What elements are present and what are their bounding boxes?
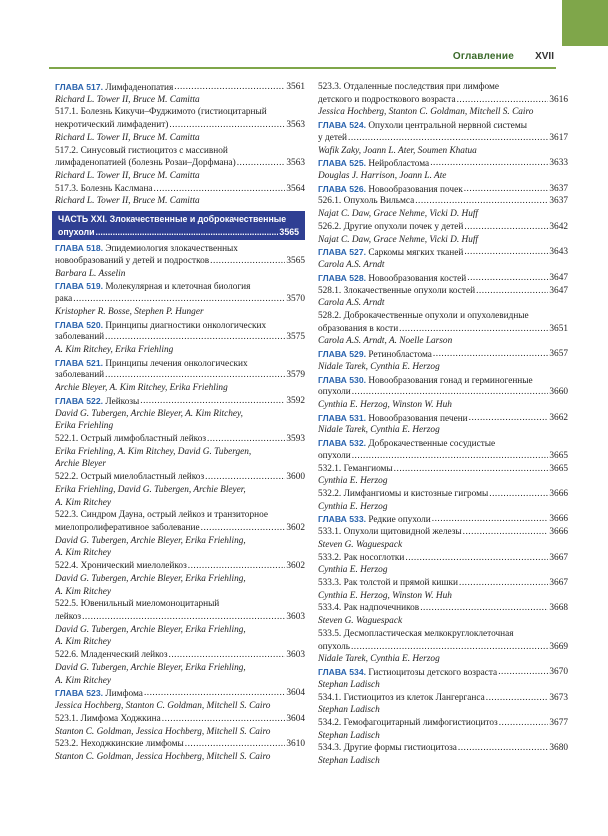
page-number: 3565 bbox=[279, 226, 299, 237]
author-line: Erika Friehling, A. Kim Ritchey, David G. Tubergen, bbox=[55, 446, 252, 457]
author-line: Carola A.S. Arndt bbox=[318, 260, 385, 271]
dot-leader bbox=[82, 611, 285, 624]
page-number: 3647 bbox=[549, 272, 568, 283]
entry-title: ГЛАВА 525. Нейробластома bbox=[318, 158, 430, 170]
section-entry[interactable] bbox=[55, 611, 305, 624]
dot-leader bbox=[399, 323, 548, 336]
entry-title-line[interactable]: 528.2. Доброкачественные опухоли и опухолевидные bbox=[318, 310, 529, 321]
page-number: 3564 bbox=[286, 183, 305, 194]
part-heading[interactable] bbox=[52, 211, 305, 240]
dot-leader bbox=[352, 386, 549, 399]
entry-title: опухоли bbox=[318, 450, 351, 461]
section-entry[interactable] bbox=[55, 433, 305, 446]
toc-column-right bbox=[318, 81, 568, 768]
page-number: 3670 bbox=[549, 667, 568, 678]
section-entry[interactable] bbox=[55, 522, 305, 535]
entry-title: заболеваний bbox=[55, 370, 105, 381]
author-line: Stephan Ladisch bbox=[318, 756, 380, 767]
dot-leader bbox=[348, 132, 548, 145]
page-number: 3669 bbox=[549, 641, 568, 652]
author-line: A. Kim Ritchey bbox=[55, 637, 112, 648]
page-number: 3666 bbox=[549, 527, 568, 538]
chapter-tab-marker bbox=[562, 0, 608, 46]
dot-leader bbox=[237, 157, 286, 170]
entry-title: 533.4. Рак надпочечников bbox=[318, 603, 420, 614]
entry-title: ГЛАВА 527. Саркомы мягких тканей bbox=[318, 247, 464, 259]
section-entry[interactable] bbox=[55, 331, 305, 344]
chapter-entry[interactable] bbox=[55, 81, 305, 94]
page-number: 3677 bbox=[549, 717, 568, 728]
chapter-entry[interactable] bbox=[55, 242, 305, 255]
author-line: Richard L. Tower II, Bruce M. Camitta bbox=[55, 196, 200, 207]
page-number: 3637 bbox=[549, 196, 568, 207]
page-number: 3665 bbox=[549, 450, 568, 461]
author-line: Nidale Tarek, Cynthia E. Herzog bbox=[318, 654, 440, 665]
section-entry[interactable] bbox=[55, 255, 305, 268]
entry-title: 523.1. Лимфома Ходжкина bbox=[55, 713, 161, 724]
page-number: 3668 bbox=[549, 603, 568, 614]
author-line: A. Kim Ritchey bbox=[55, 497, 112, 508]
section-entry[interactable] bbox=[318, 450, 568, 463]
dot-leader bbox=[469, 412, 549, 425]
dot-leader bbox=[205, 471, 285, 484]
dot-leader bbox=[188, 560, 286, 573]
author-line: David G. Tubergen, Archie Bleyer, Erika Friehling, bbox=[55, 535, 246, 546]
chapter-label: ГЛАВА 531. bbox=[318, 412, 366, 423]
page-number: 3616 bbox=[549, 94, 568, 105]
entry-title: лейкоз bbox=[55, 612, 82, 623]
author-line: Nidale Tarek, Cynthia E. Herzog bbox=[318, 425, 440, 436]
author-line: Stephan Ladisch bbox=[318, 705, 380, 716]
chapter-entry[interactable] bbox=[55, 280, 305, 293]
author-line: Cynthia E. Herzog, Winston W. Huh bbox=[318, 590, 452, 601]
chapter-entry[interactable] bbox=[318, 374, 568, 387]
entry-title: ГЛАВА 520. Принципы диагностики онкологических bbox=[55, 319, 267, 331]
section-entry[interactable] bbox=[55, 738, 305, 751]
dot-leader bbox=[458, 742, 549, 755]
entry-title: детского и подросткового возраста bbox=[318, 94, 456, 105]
dot-leader bbox=[154, 183, 286, 196]
page-number: 3602 bbox=[286, 561, 305, 572]
entry-title: опухоль bbox=[318, 641, 350, 652]
chapter-label: ГЛАВА 522. bbox=[55, 395, 103, 406]
page-number: 3660 bbox=[549, 387, 568, 398]
section-entry[interactable] bbox=[318, 742, 568, 755]
section-entry[interactable] bbox=[55, 369, 305, 382]
page-number: 3603 bbox=[286, 612, 305, 623]
author-line: Stanton C. Goldman, Jessica Hochberg, Mitchell S. Cairo bbox=[55, 751, 271, 762]
author-line: Stephan Ladisch bbox=[318, 679, 380, 690]
chapter-label: ГЛАВА 532. bbox=[318, 438, 366, 449]
chapter-label: ГЛАВА 527. bbox=[318, 247, 366, 258]
chapter-entry[interactable] bbox=[318, 412, 568, 425]
entry-title: ГЛАВА 521. Принципы лечения онкологических bbox=[55, 357, 248, 369]
chapter-entry[interactable] bbox=[318, 348, 568, 361]
section-entry[interactable] bbox=[55, 713, 305, 726]
entry-title: ГЛАВА 529. Ретинобластома bbox=[318, 349, 432, 361]
chapter-label: ГЛАВА 517. bbox=[55, 82, 103, 92]
chapter-label: ГЛАВА 528. bbox=[318, 272, 366, 283]
section-entry[interactable] bbox=[55, 183, 305, 196]
dot-leader bbox=[464, 183, 549, 196]
page-number: 3563 bbox=[286, 158, 305, 169]
section-entry[interactable] bbox=[318, 221, 568, 234]
chapter-entry[interactable] bbox=[55, 395, 305, 408]
dot-leader bbox=[476, 285, 548, 298]
dot-leader bbox=[210, 255, 285, 268]
dot-leader bbox=[394, 463, 549, 476]
dot-leader bbox=[351, 641, 548, 654]
chapter-entry[interactable] bbox=[318, 246, 568, 259]
author-line: Steven G. Waguespack bbox=[318, 539, 403, 550]
section-entry[interactable] bbox=[318, 463, 568, 476]
dot-leader bbox=[457, 94, 549, 107]
page-number: 3667 bbox=[549, 578, 568, 589]
dot-leader bbox=[105, 331, 285, 344]
chapter-entry[interactable] bbox=[318, 513, 568, 526]
section-entry[interactable] bbox=[318, 94, 568, 107]
entry-title: 526.2. Другие опухоли почек у детей bbox=[318, 221, 464, 232]
section-entry[interactable] bbox=[318, 577, 568, 590]
page-number: 3592 bbox=[286, 395, 305, 406]
author-line: Steven G. Waguespack bbox=[318, 616, 403, 627]
author-line: Jessica Hochberg, Stanton C. Goldman, Mitchell S. Cairo bbox=[55, 701, 271, 712]
dot-leader bbox=[207, 433, 285, 446]
entry-title: 533.3. Рак толстой и прямой кишки bbox=[318, 578, 458, 589]
author-line: Stanton C. Goldman, Jessica Hochberg, Mitchell S. Cairo bbox=[55, 726, 271, 737]
entry-title: заболеваний bbox=[55, 332, 105, 343]
dot-leader bbox=[432, 513, 549, 526]
author-line: David G. Tubergen, Archie Bleyer, Erika Friehling, bbox=[55, 624, 246, 635]
author-line: Douglas J. Harrison, Joann L. Ate bbox=[318, 171, 447, 182]
header-rule bbox=[49, 67, 556, 69]
author-line: Cynthia E. Herzog bbox=[318, 565, 388, 576]
author-line: Wafik Zaky, Joann L. Ater, Soumen Khatua bbox=[318, 145, 477, 156]
dot-leader bbox=[185, 738, 286, 751]
author-line: David G. Tubergen, Archie Bleyer, Erika Friehling, bbox=[55, 573, 246, 584]
chapter-label: ГЛАВА 530. bbox=[318, 374, 366, 385]
entry-title: 526.1. Опухоль Вильмса bbox=[318, 196, 415, 207]
author-line: Richard L. Tower II, Bruce M. Camitta bbox=[55, 94, 200, 105]
entry-title: 534.3. Другие формы гистиоцитоза bbox=[318, 743, 457, 754]
author-line: A. Kim Ritchey bbox=[55, 548, 112, 559]
entry-title: миелопролиферативное заболевание bbox=[55, 523, 200, 533]
author-line: A. Kim Ritchey bbox=[55, 586, 112, 597]
entry-title: 522.2. Острый миелобластный лейкоз bbox=[55, 472, 205, 483]
page-number: 3662 bbox=[549, 412, 568, 423]
author-line: Richard L. Tower II, Bruce M. Camitta bbox=[55, 171, 200, 182]
page-header bbox=[49, 51, 554, 65]
chapter-label: ГЛАВА 520. bbox=[55, 319, 103, 330]
dot-leader bbox=[162, 713, 286, 726]
entry-title-line[interactable]: 517.2. Синусовый гистиоцитоз с массивной bbox=[55, 145, 228, 156]
section-entry[interactable] bbox=[55, 649, 305, 662]
author-line: Najat C. Daw, Grace Nehme, Vicki D. Huff bbox=[318, 234, 479, 245]
author-line: David G. Tubergen, Archie Bleyer, A. Kim Ritchey, bbox=[55, 408, 243, 419]
author-line: Richard L. Tower II, Bruce M. Camitta bbox=[55, 132, 200, 143]
entry-title: некротический лимфаденит) bbox=[55, 120, 169, 131]
entry-title: опухоли bbox=[318, 387, 351, 398]
dot-leader bbox=[169, 649, 286, 662]
entry-title: 533.1. Опухоли щитовидной железы bbox=[318, 527, 462, 538]
dot-leader bbox=[433, 348, 548, 361]
author-line: A. Kim Ritchey bbox=[55, 675, 112, 686]
section-entry[interactable] bbox=[318, 132, 568, 145]
part-title-line bbox=[58, 226, 299, 239]
chapter-label: ГЛАВА 526. bbox=[318, 183, 366, 194]
entry-title: ГЛАВА 524. Опухоли центральной нервной системы bbox=[318, 120, 527, 132]
entry-title: ГЛАВА 519. Молекулярная и клеточная биология bbox=[55, 281, 251, 293]
author-line: Kristopher R. Bosse, Stephen P. Hunger bbox=[55, 306, 204, 317]
chapter-entry[interactable] bbox=[318, 183, 568, 196]
chapter-entry[interactable] bbox=[55, 319, 305, 332]
page-number: 3593 bbox=[286, 433, 305, 444]
chapter-entry[interactable] bbox=[318, 437, 568, 450]
chapter-label: ГЛАВА 534. bbox=[318, 667, 366, 678]
dot-leader bbox=[498, 666, 548, 679]
dot-leader bbox=[201, 522, 286, 535]
page-number: 3565 bbox=[286, 255, 305, 266]
entry-title: 523.2. Неходжкинские лимфомы bbox=[55, 739, 184, 750]
part-title-line: ЧАСТЬ XXI. Злокачественные и доброкачественные bbox=[58, 214, 287, 225]
page-number: 3602 bbox=[286, 523, 305, 533]
section-entry[interactable] bbox=[318, 692, 568, 705]
entry-title: новообразований у детей и подростков bbox=[55, 255, 210, 266]
chapter-entry[interactable] bbox=[55, 687, 305, 700]
entry-title: образования в кости bbox=[318, 323, 399, 334]
page-number: 3575 bbox=[286, 332, 305, 343]
section-entry[interactable] bbox=[55, 157, 305, 170]
author-line: Carola A.S. Arndt bbox=[318, 298, 385, 309]
entry-title: ГЛАВА 518. Эпидемиология злокачественных bbox=[55, 243, 238, 255]
page-number: 3651 bbox=[549, 323, 568, 334]
entry-title: рака bbox=[55, 294, 73, 305]
section-entry[interactable] bbox=[318, 602, 568, 615]
dot-leader bbox=[352, 450, 549, 463]
dot-leader bbox=[464, 221, 548, 234]
entry-title: ГЛАВА 517. Лимфаденопатия bbox=[55, 82, 174, 93]
author-line: Archie Bleyer, A. Kim Ritchey, Erika Friehling bbox=[55, 383, 228, 394]
dot-leader bbox=[140, 395, 285, 408]
section-entry[interactable] bbox=[318, 386, 568, 399]
chapter-entry[interactable] bbox=[318, 272, 568, 285]
entry-title-line[interactable]: 517.1. Болезнь Кикучи–Фуджимото (гистиоцитарный bbox=[55, 107, 267, 118]
entry-title-line[interactable]: 522.3. Синдром Дауна, острый лейкоз и транзиторное bbox=[55, 510, 268, 521]
section-entry[interactable] bbox=[55, 471, 305, 484]
page-number: 3680 bbox=[549, 743, 568, 754]
entry-title: ГЛАВА 534. Гистиоцитозы детского возраста bbox=[318, 667, 498, 679]
chapter-entry[interactable] bbox=[55, 357, 305, 370]
dot-leader bbox=[489, 488, 548, 501]
entry-title: 534.2. Гемофагоцитарный лимфогистиоцитоз bbox=[318, 717, 498, 728]
chapter-label: ГЛАВА 518. bbox=[55, 243, 103, 254]
entry-title: ГЛАВА 531. Новообразования печени bbox=[318, 412, 468, 424]
author-line: Cynthia E. Herzog bbox=[318, 501, 388, 512]
page-number: 3667 bbox=[549, 552, 568, 563]
author-line: Erika Friehling bbox=[55, 421, 114, 432]
author-line: Najat C. Daw, Grace Nehme, Vicki D. Huff bbox=[318, 209, 479, 220]
author-line: Cynthia E. Herzog, Winston W. Huh bbox=[318, 399, 452, 410]
entry-title-line[interactable]: 522.5. Ювенильный миеломоноцитарный bbox=[55, 599, 220, 610]
entry-title: ГЛАВА 528. Новообразования костей bbox=[318, 272, 467, 284]
dot-leader bbox=[174, 81, 285, 94]
toc-column-left bbox=[55, 81, 305, 764]
section-entry[interactable] bbox=[318, 717, 568, 730]
dot-leader bbox=[430, 157, 548, 170]
page-number: 3642 bbox=[549, 221, 568, 232]
page-number: 3673 bbox=[549, 692, 568, 703]
page-number: 3657 bbox=[549, 349, 568, 360]
chapter-label: ГЛАВА 525. bbox=[318, 158, 366, 169]
section-entry[interactable] bbox=[318, 488, 568, 501]
dot-leader bbox=[459, 577, 548, 590]
entry-title: 533.2. Рак носоглотки bbox=[318, 552, 405, 563]
chapter-label: ГЛАВА 519. bbox=[55, 281, 103, 292]
dot-leader bbox=[405, 552, 548, 565]
section-entry[interactable] bbox=[55, 293, 305, 306]
dot-leader bbox=[96, 226, 279, 239]
section-entry[interactable] bbox=[318, 526, 568, 539]
dot-leader bbox=[420, 602, 548, 615]
header-title: Оглавление bbox=[452, 51, 514, 62]
entry-title: 534.1. Гистиоцитоз из клеток Лангерганса bbox=[318, 692, 485, 703]
chapter-entry[interactable] bbox=[318, 157, 568, 170]
dot-leader bbox=[144, 687, 285, 700]
page-number: 3579 bbox=[286, 370, 305, 381]
author-line: Cynthia E. Herzog bbox=[318, 476, 388, 487]
page-number: 3561 bbox=[286, 82, 305, 92]
entry-title-line[interactable]: 533.5. Десмопластическая мелкокруглоклеточная bbox=[318, 628, 514, 639]
dot-leader bbox=[464, 246, 548, 259]
chapter-label: ГЛАВА 523. bbox=[55, 688, 103, 699]
author-line: A. Kim Ritchey, Erika Friehling bbox=[55, 344, 174, 355]
author-line: Nidale Tarek, Cynthia E. Herzog bbox=[318, 361, 440, 372]
section-entry[interactable] bbox=[55, 119, 305, 132]
dot-leader bbox=[105, 369, 285, 382]
header-page-number: XVII bbox=[535, 51, 554, 62]
entry-title: 522.4. Хронический миелолейкоз bbox=[55, 561, 187, 572]
section-entry[interactable] bbox=[318, 323, 568, 336]
chapter-entry[interactable] bbox=[318, 666, 568, 679]
section-entry[interactable] bbox=[318, 285, 568, 298]
author-line: Barbara L. Asselin bbox=[55, 268, 126, 279]
entry-title: ГЛАВА 522. Лейкозы bbox=[55, 395, 140, 407]
entry-title: 522.1. Острый лимфобластный лейкоз bbox=[55, 433, 207, 444]
entry-title: ГЛАВА 532. Доброкачественные сосудистые bbox=[318, 438, 496, 450]
page-number: 3666 bbox=[549, 489, 568, 499]
entry-title: ГЛАВА 530. Новообразования гонад и герминогенные bbox=[318, 374, 533, 386]
page-number: 3604 bbox=[286, 713, 305, 724]
dot-leader bbox=[486, 692, 549, 705]
page-number: 3610 bbox=[286, 739, 305, 750]
page-number: 3600 bbox=[286, 472, 305, 483]
dot-leader bbox=[499, 717, 549, 730]
page-number: 3637 bbox=[549, 183, 568, 194]
entry-title-line[interactable]: 523.3. Отдаленные последствия при лимфоме bbox=[318, 82, 500, 92]
dot-leader bbox=[169, 119, 285, 132]
page-number: 3666 bbox=[549, 514, 568, 525]
section-entry[interactable] bbox=[318, 641, 568, 654]
page-number: 3604 bbox=[286, 688, 305, 699]
chapter-label: ГЛАВА 524. bbox=[318, 120, 366, 131]
chapter-label: ГЛАВА 521. bbox=[55, 357, 103, 368]
chapter-entry[interactable] bbox=[318, 119, 568, 132]
entry-title: у детей bbox=[318, 132, 347, 143]
section-entry[interactable] bbox=[318, 195, 568, 208]
page-number: 3665 bbox=[549, 463, 568, 474]
entry-title: 532.2. Лимфангиомы и кистозные гигромы bbox=[318, 489, 489, 499]
page-number: 3617 bbox=[549, 132, 568, 143]
chapter-label: ГЛАВА 529. bbox=[318, 349, 366, 360]
entry-title: 517.3. Болезнь Каслмана bbox=[55, 183, 153, 194]
page-number: 3643 bbox=[549, 247, 568, 258]
dot-leader bbox=[463, 526, 549, 539]
entry-title: ГЛАВА 523. Лимфома bbox=[55, 688, 143, 700]
page-number: 3633 bbox=[549, 158, 568, 169]
entry-title: 522.6. Младенческий лейкоз bbox=[55, 650, 168, 661]
dot-leader bbox=[415, 195, 548, 208]
page-number: 3647 bbox=[549, 285, 568, 296]
author-line: Archie Bleyer bbox=[55, 459, 107, 470]
entry-title: 532.1. Гемангиомы bbox=[318, 463, 393, 474]
dot-leader bbox=[467, 272, 548, 285]
author-line: David G. Tubergen, Archie Bleyer, Erika Friehling, bbox=[55, 662, 246, 673]
author-line: Stephan Ladisch bbox=[318, 730, 380, 741]
entry-title: 528.1. Злокачественные опухоли костей bbox=[318, 285, 476, 296]
part-title-text: опухоли bbox=[58, 226, 95, 237]
chapter-label: ГЛАВА 533. bbox=[318, 514, 366, 525]
author-line: Erika Friehling, David G. Tubergen, Archie Bleyer, bbox=[55, 484, 246, 495]
page-number: 3570 bbox=[286, 294, 305, 305]
entry-title: ГЛАВА 533. Редкие опухоли bbox=[318, 514, 431, 526]
author-line: Jessica Hochberg, Stanton C. Goldman, Mitchell S. Cairo bbox=[318, 107, 534, 118]
entry-title: лимфаденопатией (болезнь Розаи–Дорфмана) bbox=[55, 158, 236, 169]
page-number: 3563 bbox=[286, 120, 305, 131]
section-entry[interactable] bbox=[55, 560, 305, 573]
page-number: 3603 bbox=[286, 650, 305, 661]
dot-leader bbox=[73, 293, 285, 306]
author-line: Carola A.S. Arndt, A. Noelle Larson bbox=[318, 336, 453, 347]
entry-title: ГЛАВА 526. Новообразования почек bbox=[318, 183, 463, 195]
section-entry[interactable] bbox=[318, 552, 568, 565]
